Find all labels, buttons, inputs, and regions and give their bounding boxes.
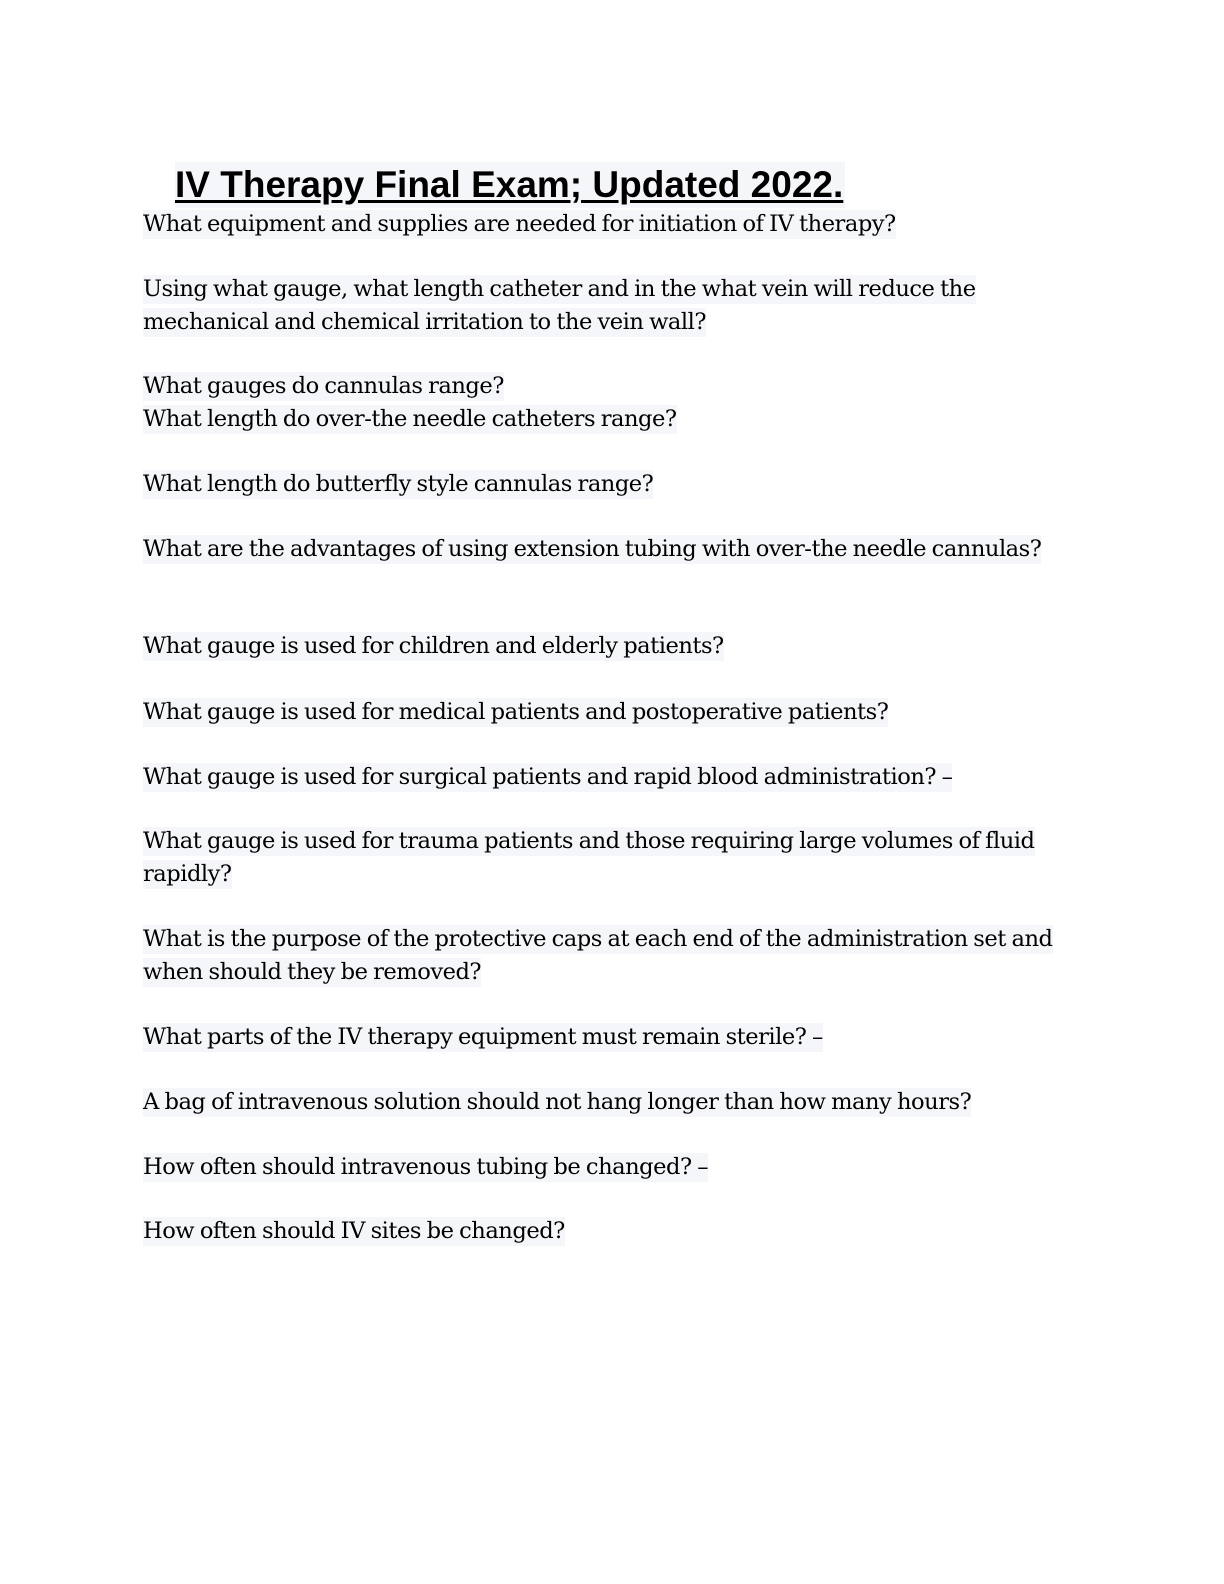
question-item <box>143 1215 565 1248</box>
question-text: What gauge is used for trauma patients and those requiring large volumes of fluid rapidly? <box>143 828 1035 887</box>
question-text: What are the advantages of using extension tubing with over-the needle cannulas? <box>143 536 1042 562</box>
question-text: A bag of intravenous solution should not hang longer than how many hours? <box>143 1089 972 1115</box>
question-text: What parts of the IV therapy equipment must remain sterile? – <box>143 1024 823 1050</box>
question-item <box>143 403 677 436</box>
document-title: IV Therapy Final Exam; Updated 2022. <box>175 162 845 208</box>
question-item <box>143 825 1073 890</box>
question-item <box>143 1086 971 1119</box>
question-item <box>143 630 724 663</box>
question-text: What length do butterfly style cannulas range? <box>143 471 654 497</box>
question-item <box>143 533 1041 566</box>
question-text: What is the purpose of the protective caps at each end of the administration set and when should they be removed? <box>143 926 1053 985</box>
question-text: What equipment and supplies are needed for initiation of IV therapy? <box>143 211 896 237</box>
question-text: How often should IV sites be changed? <box>143 1218 565 1244</box>
question-item <box>143 208 896 241</box>
question-text: What gauge is used for medical patients and postoperative patients? <box>143 699 889 725</box>
question-text: What gauges do cannulas range? <box>143 373 504 399</box>
question-text: What gauge is used for children and elderly patients? <box>143 633 724 659</box>
question-text: Using what gauge, what length catheter and in the what vein will reduce the mechanical and chemical irritation to the vein wall? <box>143 276 976 335</box>
question-item <box>143 1021 823 1054</box>
question-item <box>143 370 504 403</box>
question-item <box>143 761 952 794</box>
question-item <box>143 696 888 729</box>
question-text: What gauge is used for surgical patients and rapid blood administration? – <box>143 764 953 790</box>
question-item <box>143 468 653 501</box>
question-text: What length do over-the needle catheters range? <box>143 406 677 432</box>
question-item <box>143 273 1073 338</box>
question-item <box>143 1151 708 1184</box>
question-text: How often should intravenous tubing be changed? – <box>143 1154 709 1180</box>
question-item <box>143 923 1073 988</box>
